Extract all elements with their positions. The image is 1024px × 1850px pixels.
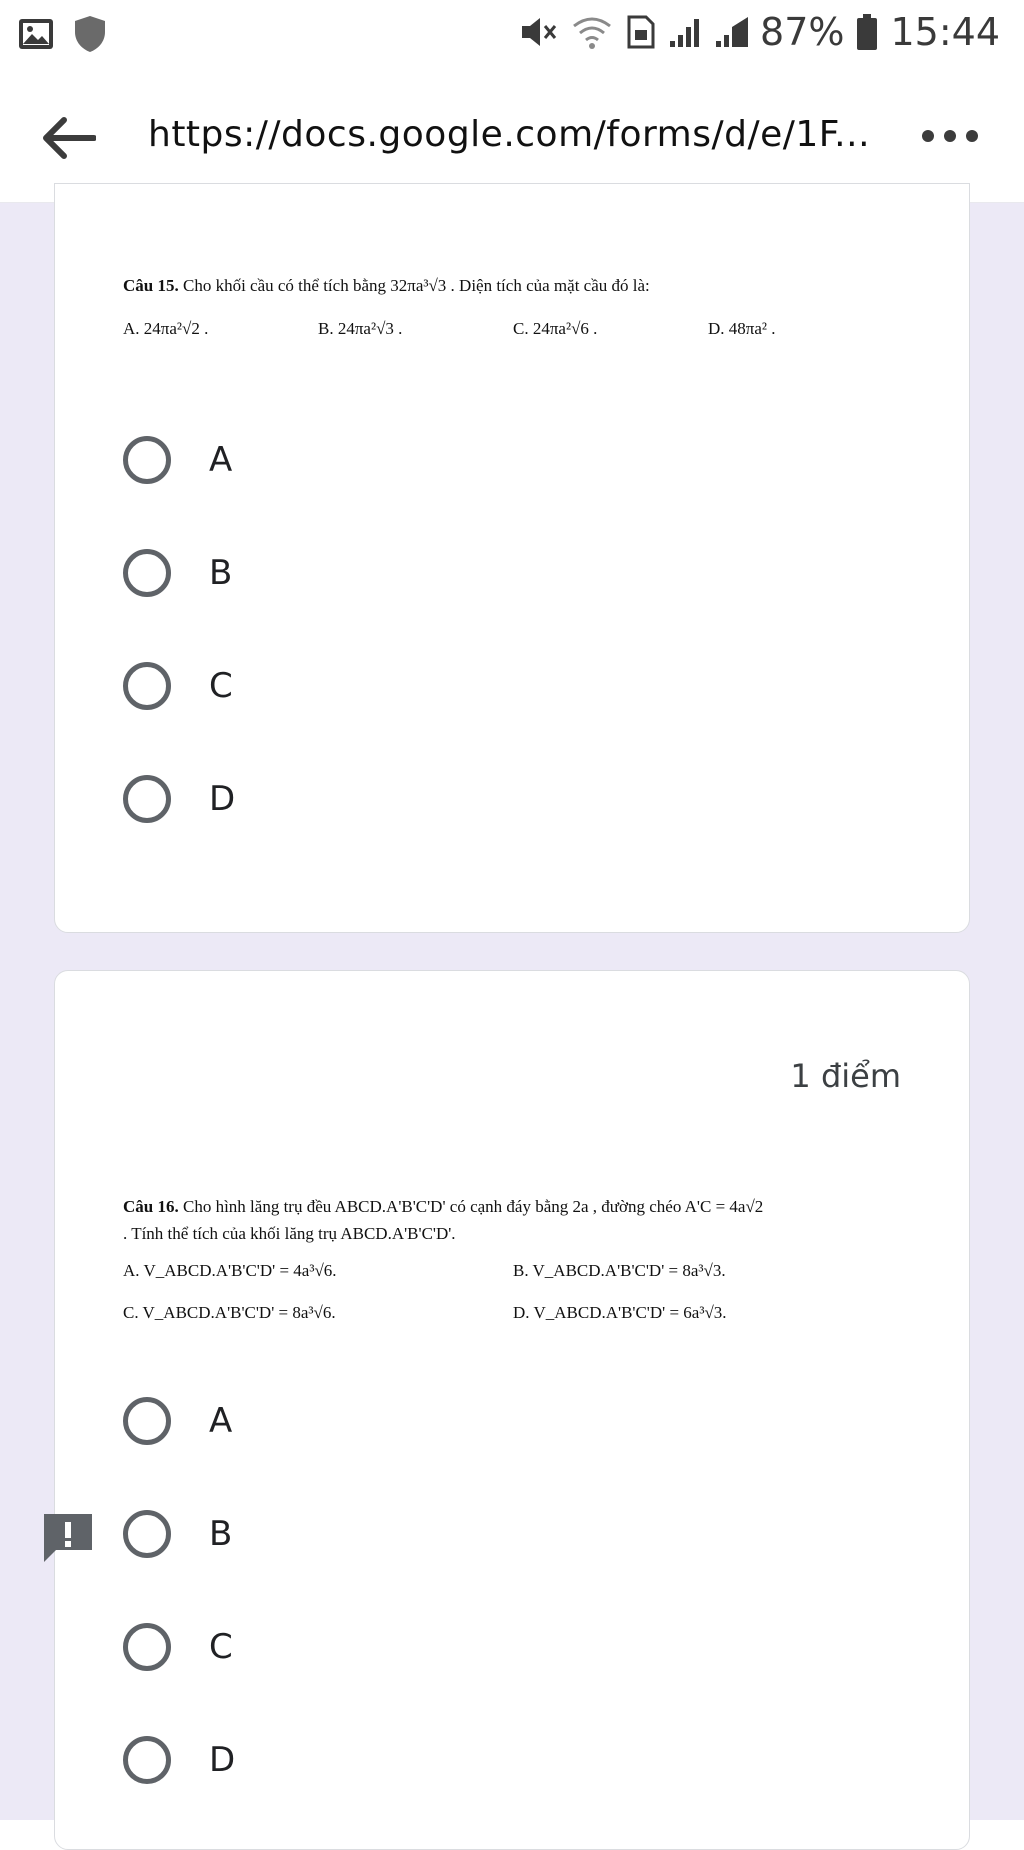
question-text bbox=[123, 1192, 923, 1222]
battery-percent: 87% bbox=[760, 10, 845, 54]
choice-a[interactable] bbox=[123, 428, 232, 492]
option-a-text: A. 24πa²√2 . bbox=[123, 319, 209, 338]
question-card-15 bbox=[54, 183, 970, 933]
question-number: Câu 16. bbox=[123, 1197, 179, 1216]
radio-button[interactable] bbox=[123, 1736, 171, 1784]
question-text bbox=[123, 271, 923, 301]
clock: 15:44 bbox=[890, 10, 1000, 54]
choice-c[interactable] bbox=[123, 654, 233, 718]
choice-label: B bbox=[209, 1514, 233, 1554]
choice-d[interactable] bbox=[123, 1728, 235, 1792]
back-arrow-icon[interactable] bbox=[40, 116, 96, 160]
wifi-icon bbox=[570, 14, 614, 50]
option-c-text: C. V_ABCD.A'B'C'D' = 8a³√6. bbox=[123, 1303, 336, 1322]
option-c-text: C. 24πa²√6 . bbox=[513, 319, 598, 338]
signal-icon bbox=[668, 15, 702, 49]
option-b-text: B. 24πa²√3 . bbox=[318, 319, 403, 338]
question-card-16 bbox=[54, 970, 970, 1850]
choice-label: A bbox=[209, 1401, 233, 1441]
option-a-text: A. V_ABCD.A'B'C'D' = 4a³√6. bbox=[123, 1261, 337, 1280]
radio-button[interactable] bbox=[123, 775, 171, 823]
radio-button[interactable] bbox=[123, 1397, 171, 1445]
signal-icon-2 bbox=[714, 15, 748, 49]
choice-label: D bbox=[209, 1740, 236, 1780]
choice-label: A bbox=[209, 440, 233, 480]
option-d-text: D. 48πa² . bbox=[708, 319, 776, 338]
sim-card-icon bbox=[626, 14, 656, 50]
radio-button[interactable] bbox=[123, 549, 171, 597]
radio-button[interactable] bbox=[123, 436, 171, 484]
question-body: Cho khối cầu có thể tích bằng 32πa³√3 . Diện tích của mặt cầu đó là: bbox=[182, 276, 650, 295]
radio-button[interactable] bbox=[123, 1510, 171, 1558]
choice-label: C bbox=[209, 666, 233, 706]
choice-b[interactable] bbox=[123, 1502, 232, 1566]
question-number: Câu 15. bbox=[123, 276, 179, 295]
mute-icon bbox=[518, 14, 558, 50]
choice-c[interactable] bbox=[123, 1615, 233, 1679]
question-body: Cho hình lăng trụ đều ABCD.A'B'C'D' có cạnh đáy bằng 2a , đường chéo A'C = 4a√2 bbox=[182, 1197, 764, 1216]
option-b-text: B. V_ABCD.A'B'C'D' = 8a³√3. bbox=[513, 1261, 726, 1280]
shield-icon bbox=[72, 14, 108, 54]
choice-d[interactable] bbox=[123, 767, 235, 831]
points-label: 1 điểm bbox=[790, 1057, 901, 1095]
choice-a[interactable] bbox=[123, 1389, 232, 1453]
gallery-icon bbox=[18, 18, 54, 50]
more-menu-icon[interactable] bbox=[922, 130, 978, 142]
choice-label: C bbox=[209, 1627, 233, 1667]
option-d-text: D. V_ABCD.A'B'C'D' = 6a³√3. bbox=[513, 1303, 727, 1322]
radio-button[interactable] bbox=[123, 1623, 171, 1671]
battery-icon bbox=[856, 13, 878, 51]
url-text[interactable]: https://docs.google.com/forms/d/e/1F... bbox=[148, 114, 871, 155]
radio-button[interactable] bbox=[123, 662, 171, 710]
status-bar bbox=[0, 0, 1024, 72]
choice-label: B bbox=[209, 553, 233, 593]
question-text-line2: . Tính thể tích của khối lăng trụ ABCD.A'B'C'D'. bbox=[123, 1224, 456, 1243]
form-page bbox=[0, 203, 1024, 1820]
report-alert-icon[interactable] bbox=[40, 1510, 96, 1566]
choice-b[interactable] bbox=[123, 541, 232, 605]
choice-label: D bbox=[209, 779, 236, 819]
